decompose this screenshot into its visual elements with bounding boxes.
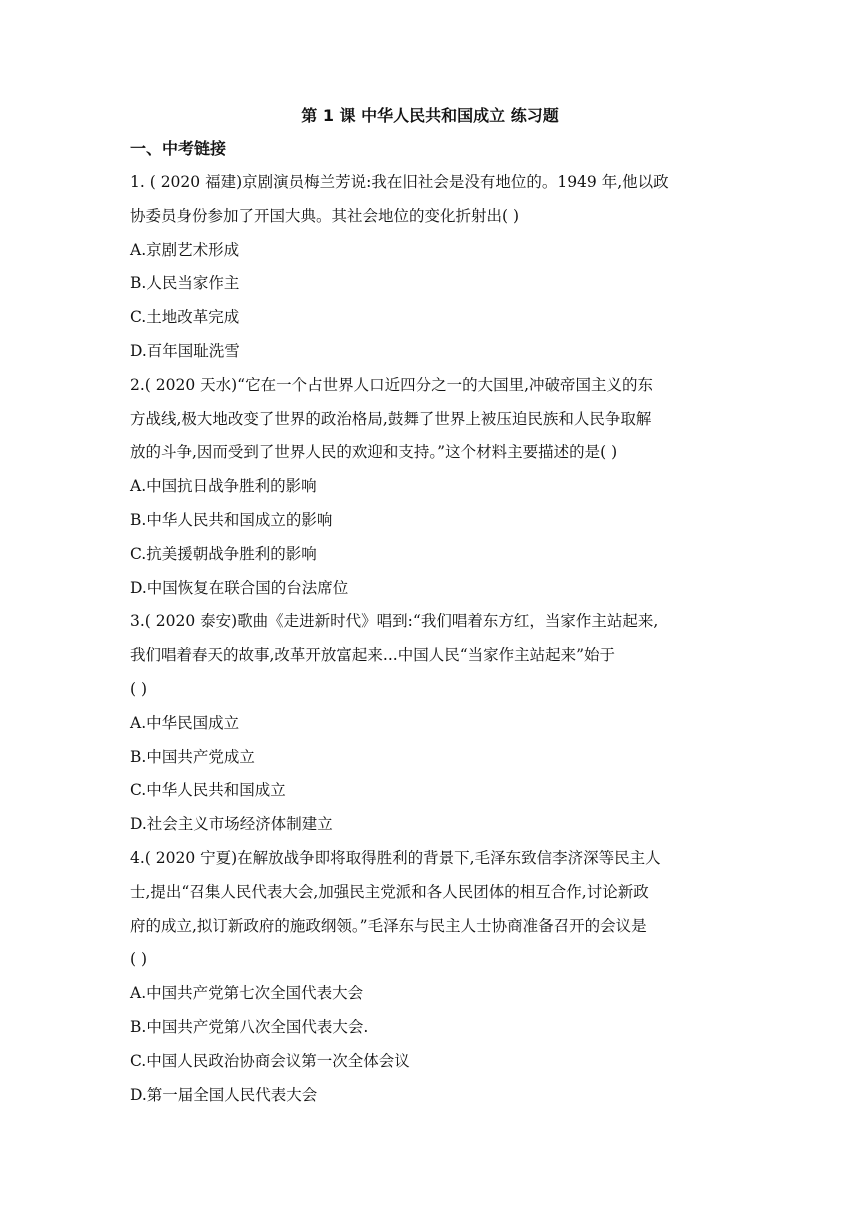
question-2-text-line-1: 2.( 2020 天水)“它在一个占世界人口近四分之一的大国里,冲破帝国主义的东 <box>130 375 654 394</box>
question-3-text-line-3: ( ) <box>130 679 148 698</box>
question-1-option-b: B.人民当家作主 <box>130 274 240 293</box>
question-1-option-d: D.百年国耻洗雪 <box>130 341 240 360</box>
question-4-option-b: B.中国共产党第八次全国代表大会. <box>130 1017 369 1036</box>
question-3-text-line-2: 我们唱着春天的故事,改革开放富起来...中国人民“当家作主站起来”始于 <box>130 646 616 665</box>
question-4-option-d: D.第一届全国人民代表大会 <box>130 1085 318 1104</box>
question-3-option-c: C.中华人民共和国成立 <box>130 781 286 800</box>
question-1-option-a: A.京剧艺术形成 <box>130 240 240 259</box>
question-4-text-line-4: ( ) <box>130 950 148 969</box>
question-2-option-a: A.中国抗日战争胜利的影响 <box>130 477 317 496</box>
question-2-option-b: B.中华人民共和国成立的影响 <box>130 510 333 529</box>
question-1-text-line-1: 1. ( 2020 福建)京剧演员梅兰芳说:我在旧社会是没有地位的。1949 年,他以政 <box>130 173 669 191</box>
question-4-option-c: C.中国人民政治协商会议第一次全体会议 <box>130 1051 410 1070</box>
question-4-option-a: A.中国共产党第七次全国代表大会 <box>130 984 364 1003</box>
question-1 <box>130 166 730 369</box>
question-1-option-c: C.土地改革完成 <box>130 308 240 327</box>
question-1-text-line-2: 协委员身份参加了开国大典。其社会地位的变化折射出( ) <box>130 206 520 225</box>
question-2-text-line-2: 方战线,极大地改变了世界的政治格局,鼓舞了世界上被压迫民族和人民争取解 <box>130 409 652 428</box>
question-3-option-b: B.中国共产党成立 <box>130 747 255 766</box>
question-3-option-a: A.中华民国成立 <box>130 713 240 732</box>
page-title: 第 1 课 中华人民共和国成立 练习题 <box>301 106 559 125</box>
question-4-text-line-2: 士,提出“召集人民代表大会,加强民主党派和各人民团体的相互合作,讨论新政 <box>130 882 649 901</box>
worksheet-page <box>130 100 730 1112</box>
question-3 <box>130 605 730 842</box>
question-3-text-line-1: 3.( 2020 泰安)歌曲《走进新时代》唱到:“我们唱着东方红，当家作主站起来, <box>130 612 659 631</box>
question-3-option-d: D.社会主义市场经济体制建立 <box>130 815 333 834</box>
question-2-text-line-3: 放的斗争,因而受到了世界人民的欢迎和支持。”这个材料主要描述的是( ) <box>130 443 618 462</box>
question-4 <box>130 842 730 1112</box>
question-2 <box>130 369 730 606</box>
section-heading: 一、中考链接 <box>130 139 227 158</box>
question-4-text-line-1: 4.( 2020 宁夏)在解放战争即将取得胜利的背景下,毛泽东致信李济深等民主人 <box>130 848 661 867</box>
question-2-option-d: D.中国恢复在联合国的台法席位 <box>130 578 349 597</box>
question-4-text-line-3: 府的成立,拟订新政府的施政纲领。”毛泽东与民主人士协商准备召开的会议是 <box>130 916 647 935</box>
question-2-option-c: C.抗美援朝战争胜利的影响 <box>130 544 317 563</box>
